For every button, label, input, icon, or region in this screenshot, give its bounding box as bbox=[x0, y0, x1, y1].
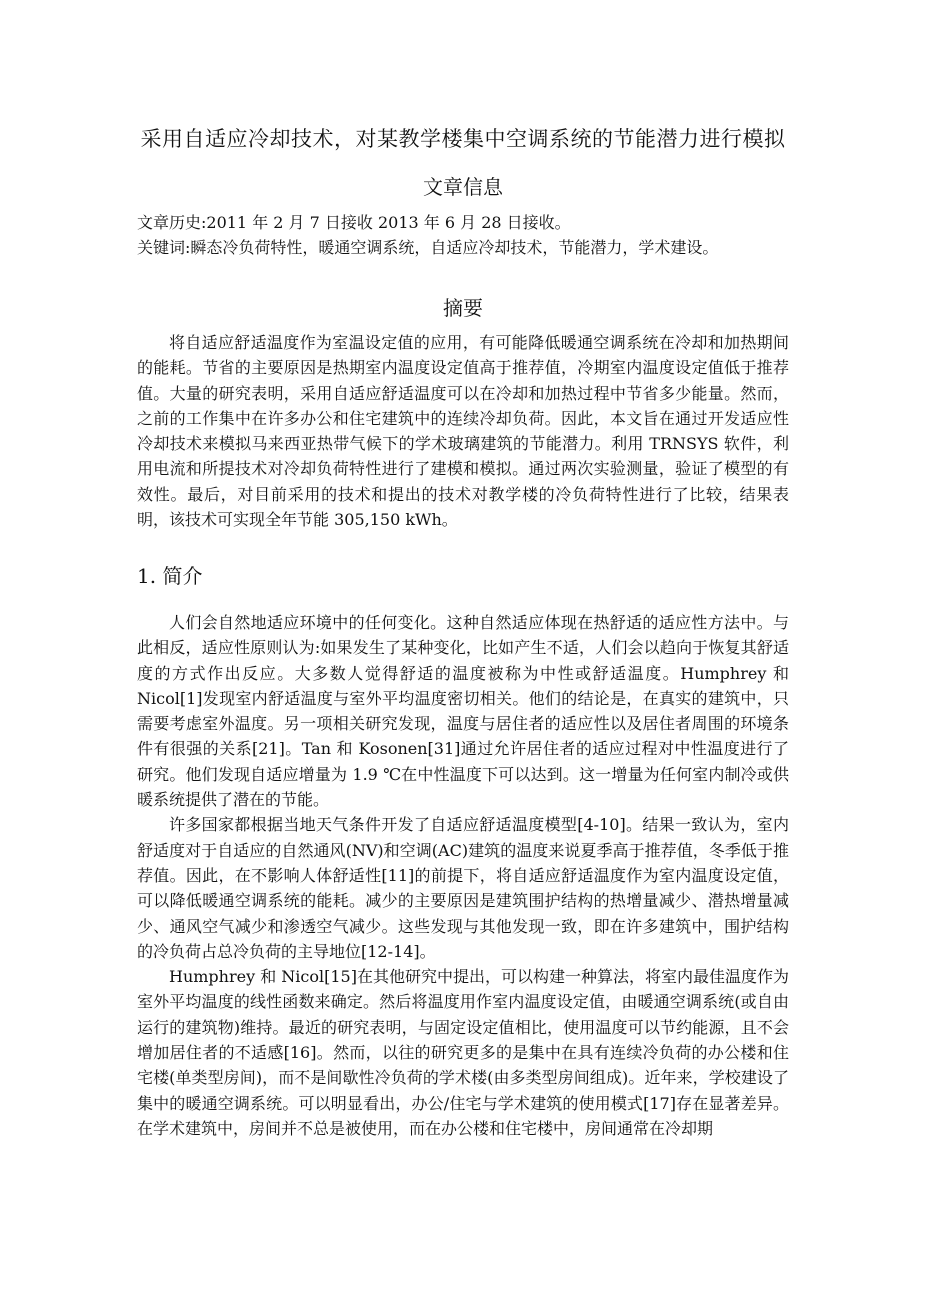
body-paragraph: 人们会自然地适应环境中的任何变化。这种自然适应体现在热舒适的适应性方法中。与此相反，适应性原则认为:如果发生了某种变化，比如产生不适，人们会以趋向于恢复其舒适度的方式作出反应。大多数人觉得舒适的温度被称为中性或舒适温度。Humphrey 和 Nicol[1]发现室内舒适温度与室外平均温度密切相关。他们的结论是，在真实的建筑中，只需要考虑室外温度。另一项相关研究发现，温度与居住者的适应性以及居住者周围的环境条件有很强的关系[21]。Tan 和 Kosonen[31]通过允许居住者的适应过程对中性温度进行了研究。他们发现自适应增量为 1.9 ℃在中性温度下可以达到。这一增量为任何室内制冷或供暖系统提供了潜在的节能。 bbox=[137, 613, 789, 810]
abstract-paragraph: 将自适应舒适温度作为室温设定值的应用，有可能降低暖通空调系统在冷却和加热期间的能耗。节省的主要原因是热期室内温度设定值高于推荐值，冷期室内温度设定值低于推荐值。大量的研究表明，采用自适应舒适温度可以在冷却和加热过程中节省多少能量。然而，之前的工作集中在许多办公和住宅建筑中的连续冷却负荷。因此，本文旨在通过开发适应性冷却技术来模拟马来西亚热带气候下的学术玻璃建筑的节能潜力。利用 TRNSYS 软件，利用电流和所提技术对冷却负荷特性进行了建模和模拟。通过两次实验测量，验证了模型的有效性。最后，对目前采用的技术和提出的技术对教学楼的冷负荷特性进行了比较，结果表明，该技术可实现全年节能 305,150 kWh。 bbox=[137, 333, 789, 530]
abstract-body bbox=[137, 330, 789, 532]
article-title: 采用自适应冷却技术，对某教学楼集中空调系统的节能潜力进行模拟 bbox=[140, 127, 786, 151]
body-paragraph: Humphrey 和 Nicol[15]在其他研究中提出，可以构建一种算法，将室内最佳温度作为室外平均温度的线性函数来确定。然后将温度用作室内温度设定值，由暖通空调系统(或自由运行的建筑物)维持。最近的研究表明，与固定设定值相比，使用温度可以节约能源，且不会增加居住者的不适感[16]。然而，以往的研究更多的是集中在具有连续冷负荷的办公楼和住宅楼(单类型房间)，而不是间歇性冷负荷的学术楼(由多类型房间组成)。近年来，学校建设了集中的暖通空调系统。可以明显看出，办公/住宅与学术建筑的使用模式[17]存在显著差异。在学术建筑中，房间并不总是被使用，而在办公楼和住宅楼中，房间通常在冷却期 bbox=[137, 967, 789, 1138]
article-info-heading: 文章信息 bbox=[423, 175, 503, 199]
article-keywords: 关键词:瞬态冷负荷特性，暖通空调系统，自适应冷却技术，节能潜力，学术建设。 bbox=[137, 238, 719, 257]
article-meta bbox=[137, 210, 789, 260]
introduction-body bbox=[137, 610, 789, 1141]
abstract-heading: 摘要 bbox=[443, 296, 483, 320]
body-paragraph: 许多国家都根据当地天气条件开发了自适应舒适温度模型[4-10]。结果一致认为，室内舒适度对于自适应的自然通风(NV)和空调(AC)建筑的温度来说夏季高于推荐值，冬季低于推荐值。因此，在不影响人体舒适性[11]的前提下，将自适应舒适温度作为室内温度设定值，可以降低暖通空调系统的能耗。减少的主要原因是建筑围护结构的热增量减少、潜热增量减少、通风空气减少和渗透空气减少。这些发现与其他发现一致，即在许多建筑中，围护结构的冷负荷占总冷负荷的主导地位[12-14]。 bbox=[137, 815, 789, 961]
section-heading-introduction: 1. 简介 bbox=[137, 564, 203, 588]
article-history: 文章历史:2011 年 2 月 7 日接收 2013 年 6 月 28 日接收。 bbox=[137, 213, 571, 232]
